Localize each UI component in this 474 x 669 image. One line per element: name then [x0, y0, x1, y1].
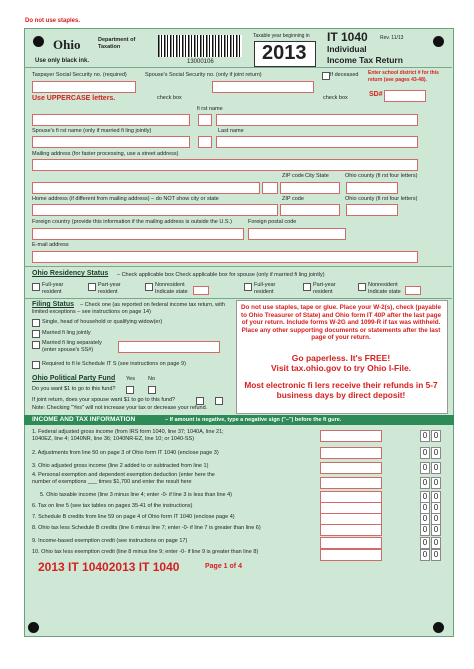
party-q2: If joint return, does your spouse want $1 to go to this fund? [32, 397, 176, 403]
filing-separate: Married fi ling separately (enter spouse's SS#) [42, 340, 102, 353]
registration-dot [28, 622, 39, 633]
residency-full-year-checkbox[interactable] [32, 283, 40, 291]
cents-line-10b: 0 [431, 549, 441, 561]
staple-note: Do not use staples. [25, 18, 81, 24]
income-subtitle: – If amount is negative, type a negative sign ("–") before the fi gure. [165, 417, 342, 423]
income-line-3: 3. Ohio adjusted gross income (line 2 added to or subtracted from line 1) [32, 463, 209, 469]
cents-line-9a: 0 [420, 537, 430, 549]
income-line-1: 1. Federal adjusted gross income (from IRS form 1040, line 37; 1040A, line 21; 1040EZ, line 4; 1040NR, line 36; 1040NR-EZ, line 10; or 1040-SS) [32, 429, 224, 442]
income-line-4: 4. Personal exemption and dependent exemption deduction (enter here the number of exemptions ___ times $1,700 and enter the result here [32, 472, 215, 485]
spouse-mi-field[interactable] [198, 136, 212, 148]
notice-refunds: Most electronic fi lers receive their refunds in 5-7 business days by direct deposit! [244, 380, 438, 400]
cents-line-2b: 0 [431, 447, 441, 459]
spouse-nonresident: Nonresident Indicate state [368, 282, 401, 295]
income-line-10: 10. Ohio tax less exemption credit (line 8 minus line 9; enter -0- if line 9 is greater than line 8) [32, 549, 259, 555]
first-name-field[interactable] [32, 114, 190, 126]
deceased-checkbox[interactable] [322, 72, 330, 80]
cents-line-10a: 0 [420, 549, 430, 561]
home-county-field[interactable] [346, 204, 398, 216]
amount-line-1[interactable] [320, 430, 382, 442]
cents-line-9b: 0 [431, 537, 441, 549]
state-field[interactable] [262, 182, 278, 194]
notice-staples: Do not use staples, tape or glue. Place your W-2(s), check (payable to Ohio Treasurer of State) and Ohio form IT 40P after the last page of your return. Include forms W-2G and 1099-R if tax was withheld. Place any other supporting documents or statements after the last page of your return. [240, 304, 442, 342]
checkbox-label: check box [157, 95, 182, 101]
spouse-part-year-checkbox[interactable] [303, 283, 311, 291]
cents-line-1a: 0 [420, 430, 430, 442]
deceased-label: If deceased [330, 72, 359, 78]
spouse-last-label: Last name [218, 128, 244, 134]
notice-paperless: Go paperless. It's FREE! [291, 353, 391, 363]
zip2-label: ZIP code [282, 196, 304, 202]
schedule-its-checkbox[interactable] [32, 361, 40, 369]
divider [24, 67, 452, 68]
ssn-field[interactable] [32, 81, 136, 93]
party-no: No [148, 376, 156, 382]
city-label: City [305, 173, 315, 179]
residency-part-year-checkbox[interactable] [88, 283, 96, 291]
income-line-6: 6. Tax on line 5 (see tax tables on pages 35-41 of the instructions) [32, 503, 193, 509]
spouse-ssn-label: Spouse's Social Security no. (only if joint return) [145, 72, 262, 78]
spouse-last-field[interactable] [216, 136, 418, 148]
party-q1: Do you want $1 to go to this fund? [32, 386, 116, 392]
residency-state-field[interactable] [193, 286, 209, 295]
form-title-2: Income Tax Return [327, 55, 403, 65]
filing-single-checkbox[interactable] [32, 319, 40, 327]
foreign-zip-label: Foreign postal code [248, 219, 297, 225]
income-line-7: 7. Schedule B credits from line 59 on page 4 of Ohio form IT 1040 (enclose page 4) [32, 514, 235, 520]
first-name-label: fi rst name [197, 106, 223, 112]
registration-dot [433, 622, 444, 633]
zip-field[interactable] [280, 182, 340, 194]
form-id: IT 1040 [327, 30, 368, 44]
cents-line-3a: 0 [420, 462, 430, 474]
filing-desc: – Check one (as reported on federal income tax return, with limited exceptions – see instructions on page 14) [32, 302, 225, 315]
cents-line-4a: 0 [420, 477, 430, 489]
school-district-label: SD# [369, 91, 383, 98]
tax-year: 2013 [262, 42, 307, 64]
spouse-ssn-field[interactable] [212, 81, 314, 93]
party-title: Ohio Political Party Fund [32, 375, 116, 382]
amount-line-4[interactable] [320, 477, 382, 489]
amount-line-10[interactable] [320, 549, 382, 561]
ohio-logo-text: Ohio [53, 37, 81, 52]
cents-line-4b: 0 [431, 477, 441, 489]
state-label: State [316, 173, 329, 179]
schedule-its: Required to fi le Schedule IT S (see instructions on page 9) [42, 361, 186, 367]
residency-part-year: Part-year resident [98, 282, 121, 295]
income-line-9: 9. Income-based exemption credit (see instructions on page 17) [32, 538, 188, 544]
filing-title: Filing Status [32, 301, 74, 308]
notice-ifile: Visit tax.ohio.gov to try Ohio I-File. [270, 363, 412, 373]
tax-year-label: Taxable year beginning in [253, 33, 310, 39]
cents-line-2a: 0 [420, 447, 430, 459]
cents-line-1b: 0 [431, 430, 441, 442]
spouse-first-label: Spouse's fi rst name (only if married fi ling jointly) [32, 128, 152, 134]
divider [24, 266, 452, 267]
zip-label: ZIP code [282, 173, 304, 179]
income-line-2: 2. Adjustments from line 50 on page 3 of Ohio form IT 1040 (enclose page 3) [32, 450, 219, 456]
filing-separate-checkbox[interactable] [32, 341, 40, 349]
mailing-field[interactable] [32, 159, 418, 171]
spouse-full-year: Full-year resident [254, 282, 276, 295]
filing-joint-checkbox[interactable] [32, 330, 40, 338]
cents-line-7b: 0 [431, 513, 441, 525]
amount-line-9[interactable] [320, 537, 382, 549]
party-yes: Yes [126, 376, 135, 382]
checkbox-label: check box [323, 95, 348, 101]
form-title-1: Individual [327, 44, 367, 54]
spouse-state-field[interactable] [405, 286, 421, 295]
school-district-field[interactable] [384, 90, 426, 102]
city-field[interactable] [32, 182, 260, 194]
divider [24, 298, 452, 299]
home-label: Home address (if different from mailing address) – do NOT show city or state [32, 196, 219, 202]
email-field[interactable] [32, 251, 418, 263]
residency-title: Ohio Residency Status [32, 270, 109, 277]
filing-joint: Married fi ling jointly [42, 330, 91, 336]
amount-line-2[interactable] [320, 447, 382, 459]
county2-label: Ohio county (fi rst four letters) [345, 196, 418, 202]
department-label: Department of Taxation [98, 37, 136, 50]
residency-desc: – Check applicable box Check applicable box for spouse (only if married fi ling jointly) [117, 272, 325, 278]
cents-line-6b: 0 [431, 502, 441, 514]
spouse-nonresident-checkbox[interactable] [358, 283, 366, 291]
residency-nonresident-checkbox[interactable] [145, 283, 153, 291]
footer-form-code: 2013 IT 10402013 IT 1040 [38, 560, 180, 574]
party-no-checkbox[interactable] [148, 386, 156, 394]
footer-page: Page 1 of 4 [205, 563, 242, 570]
email-label: E-mail address [32, 242, 69, 248]
home-field[interactable] [32, 204, 278, 216]
spouse-first-field[interactable] [32, 136, 190, 148]
ink-note: Use only black ink. [35, 58, 90, 64]
cents-line-5b: 0 [431, 491, 441, 503]
residency-full-year: Full-year resident [42, 282, 64, 295]
mi-field[interactable] [198, 114, 212, 126]
last-name-field[interactable] [216, 114, 418, 126]
foreign-label: Foreign country (provide this information if the mailing address is outside the U.S.) [32, 219, 232, 225]
income-line-8: 8. Ohio tax less Schedule B credits (line 6 minus line 7; enter -0- if line 7 is greater than line 6) [32, 525, 261, 531]
mailing-label: Mailing address (for faster processing, use a street address) [32, 151, 179, 157]
foreign-field[interactable] [32, 228, 244, 240]
spouse-ssn-separate-field[interactable] [118, 341, 220, 353]
spouse-full-year-checkbox[interactable] [244, 283, 252, 291]
income-title: INCOME AND TAX INFORMATION [32, 416, 136, 423]
cents-line-6a: 0 [420, 502, 430, 514]
cents-line-8b: 0 [431, 524, 441, 536]
party-yes-checkbox[interactable] [126, 386, 134, 394]
filing-single: Single, head of household or qualifying widow(er) [42, 319, 163, 325]
home-zip-field[interactable] [280, 204, 340, 216]
county-field[interactable] [346, 182, 398, 194]
school-district-note: Enter school district # for this return (see pages 43-48). [368, 70, 439, 83]
foreign-zip-field[interactable] [248, 228, 346, 240]
income-line-5: 5. Ohio taxable income (line 3 minus line 4; enter -0- if line 3 is less than line 4) [40, 492, 232, 498]
cents-line-8a: 0 [420, 524, 430, 536]
spouse-part-year: Part-year resident [313, 282, 336, 295]
uppercase-note: Use UPPERCASE letters. [32, 95, 116, 102]
amount-line-8[interactable] [320, 524, 382, 536]
party-spouse-no-checkbox[interactable] [215, 397, 223, 405]
amount-line-3[interactable] [320, 462, 382, 474]
ohio-logo [53, 36, 93, 52]
registration-dot [433, 36, 444, 47]
residency-nonresident: Nonresident Indicate state [155, 282, 188, 295]
revision: Rev. 11/13 [380, 35, 404, 41]
barcode-number: 13000106 [187, 59, 214, 65]
registration-dot [33, 36, 44, 47]
party-note: Note: Checking "Yes" will not increase your tax or decrease your refund. [32, 405, 208, 411]
cents-line-7a: 0 [420, 513, 430, 525]
party-spouse-yes-checkbox[interactable] [196, 397, 204, 405]
cents-line-5a: 0 [420, 491, 430, 503]
barcode [158, 35, 242, 57]
county-label: Ohio county (fi rst four letters) [345, 173, 418, 179]
cents-line-3b: 0 [431, 462, 441, 474]
ssn-label: Taxpayer Social Security no. (required) [32, 72, 127, 78]
